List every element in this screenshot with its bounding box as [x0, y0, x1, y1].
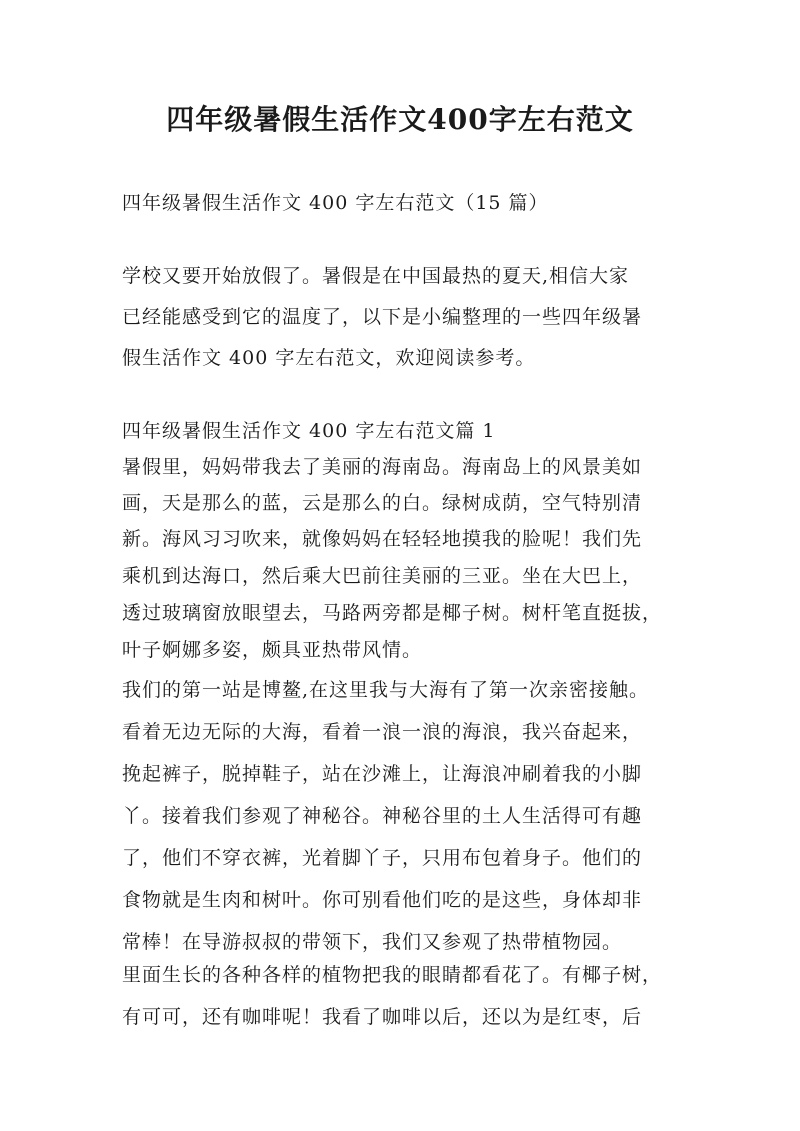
body-line: 挽起裤子，脱掉鞋子，站在沙滩上，让海浪冲刷着我的小脚	[122, 763, 643, 785]
document-title: 四年级暑假生活作文400字左右范文	[166, 103, 634, 136]
body-line: 画，天是那么的蓝，云是那么的白。绿树成荫，空气特别清	[122, 492, 643, 514]
body-line: 看着无边无际的大海，看着一浪一浪的海浪，我兴奋起来，	[122, 721, 643, 743]
body-line: 乘机到达海口，然后乘大巴前往美丽的三亚。坐在大巴上，	[122, 565, 643, 587]
body-line: 了，他们不穿衣裤，光着脚丫子，只用布包着身子。他们的	[122, 847, 643, 869]
section-heading: 四年级暑假生活作文 400 字左右范文篇 1	[122, 420, 496, 442]
body-line: 新。海风习习吹来，就像妈妈在轻轻地摸我的脸呢！我们先	[122, 528, 643, 550]
intro-line: 已经能感受到它的温度了，以下是小编整理的一些四年级暑	[122, 306, 643, 328]
document-subtitle: 四年级暑假生活作文 400 字左右范文（15 篇）	[122, 192, 549, 214]
body-line: 食物就是生肉和树叶。你可别看他们吃的是这些，身体却非	[122, 889, 643, 911]
body-line: 透过玻璃窗放眼望去，马路两旁都是椰子树。树杆笔直挺拔，	[122, 602, 663, 624]
body-line: 常棒！在导游叔叔的带领下，我们又参观了热带植物园。	[122, 931, 623, 953]
body-line: 叶子婀娜多姿，颇具亚热带风情。	[122, 639, 423, 661]
body-line: 里面生长的各种各样的植物把我的眼睛都看花了。有椰子树，	[122, 964, 663, 986]
intro-line: 学校又要开始放假了。暑假是在中国最热的夏天,相信大家	[122, 265, 630, 287]
body-line: 我们的第一站是博鳌,在这里我与大海有了第一次亲密接触。	[122, 679, 650, 701]
body-line: 暑假里，妈妈带我去了美丽的海南岛。海南岛上的风景美如	[122, 456, 643, 478]
intro-line: 假生活作文 400 字左右范文，欢迎阅读参考。	[122, 347, 536, 369]
body-line: 丫。接着我们参观了神秘谷。神秘谷里的土人生活得可有趣	[122, 805, 643, 827]
body-line: 有可可，还有咖啡呢！我看了咖啡以后，还以为是红枣，后	[122, 1006, 643, 1028]
